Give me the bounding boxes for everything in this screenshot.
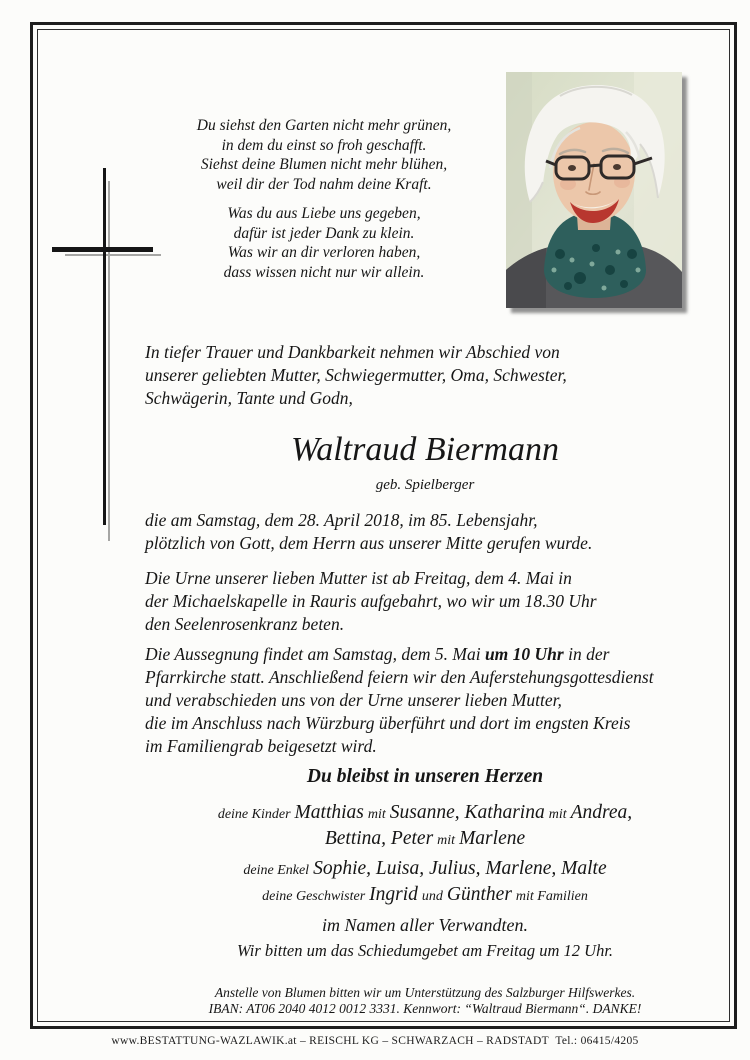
family-connector: mit [548,807,567,822]
family-list [145,801,705,939]
family-name: Bettina, Peter [324,828,434,849]
death-info-paragraph: die am Samstag, dem 28. April 2018, im 85. Lebensjahr, plötzlich von Gott, dem Herrn aus unserer Mitte gerufen wurde. [145,510,593,553]
family-connector: und [421,889,443,904]
family-name: Günther [446,884,512,905]
donation-line-1: Anstelle von Blumen bitten wir um Unterstützung des Salzburger Hilfswerkes. [214,985,636,1000]
family-grandchildren-line [145,857,705,883]
family-name: Sophie, Luisa, Julius, Marlene, Malte [313,858,607,879]
poem-line: Du siehst den Garten nicht mehr grünen, [196,117,452,134]
service-time-bold: um 10 Uhr [484,644,564,664]
poem-line: weil dir der Tod nahm deine Kraft. [216,175,432,193]
family-name: Ingrid [369,884,418,905]
family-siblings-line [145,883,705,909]
donation-line-2-iban: IBAN: AT06 2040 4012 0012 3331. Kennwort: “Waltraud Biermann“. DANKE! [208,1000,642,1016]
family-connector: mit [437,833,456,848]
intro-paragraph: In tiefer Trauer und Dankbarkeit nehmen wir Abschied von unserer geliebten Mutter, Schwiegermutter, Oma, Schwester, Schwägerin, Tante und Godn, [145,342,567,408]
portrait-photo [506,72,682,308]
poem-line: dafür ist jeder Dank zu klein. [233,224,415,242]
family-relation-label: deine Enkel [243,863,310,878]
service-text-part2: in der Pfarrkirche statt. Anschließend feiern wir den Auferstehungsgottesdienst und verabschieden uns von der Urne unserer lieben Mutter, die im Anschluss nach Würzburg überführt und dort im engsten Kreis im Familiengrab beigesetzt wird. [145,644,654,756]
funeral-home-footer: www.BESTATTUNG-WAZLAWIK.at – REISCHL KG – SCHWARZACH – RADSTADT Tel.: 06415/4205 [111,1035,639,1047]
family-children-line-1 [145,801,705,827]
family-relation-label: deine Kinder [217,807,291,822]
poem-line: Siehst deine Blumen nicht mehr blühen, [200,156,448,173]
deceased-name: Waltraud Biermann [291,431,559,468]
family-name: Matthias [294,802,364,823]
service-info-paragraph [145,643,705,758]
family-name: Andrea, [570,802,633,823]
poem-stanza-2 [135,204,513,282]
service-text-part1: Die Aussegnung findet am Samstag, dem 5. Mai [145,644,485,664]
family-name: Susanne, Katharina [389,802,545,823]
poem-line: in dem du einst so froh geschafft. [221,136,427,154]
family-connector: mit [367,807,386,822]
poem-line: Was wir an dir verloren haben, [227,244,421,261]
family-relatives-line [145,913,705,939]
poem-line: dass wissen nicht nur wir allein. [223,263,425,281]
cross-shadow-vertical [108,181,110,541]
maiden-name: geb. Spielberger [375,477,475,493]
prayer-request: Wir bitten um das Schiedumgebet am Freitag um 12 Uhr. [236,941,614,960]
family-name: Marlene [459,828,526,849]
urn-info-paragraph: Die Urne unserer lieben Mutter ist ab Freitag, dem 4. Mai in der Michaelskapelle in Rauris aufgebahrt, wo wir um 18.30 Uhr den Seelenrosenkranz beten. [145,568,597,634]
poem-line: Was du aus Liebe uns gegeben, [227,205,421,222]
memorial-poem [135,116,513,282]
donation-note [145,985,705,1016]
family-suffix: mit Familien [515,889,588,904]
farewell-heading: Du bleibst in unseren Herzen [306,766,544,787]
poem-stanza-1 [135,116,513,194]
relatives-text: im Namen aller Verwandten. [322,915,528,935]
cross-vertical-bar [103,168,106,525]
family-relation-label: deine Geschwister [262,889,366,904]
family-children-line-2 [145,827,705,853]
